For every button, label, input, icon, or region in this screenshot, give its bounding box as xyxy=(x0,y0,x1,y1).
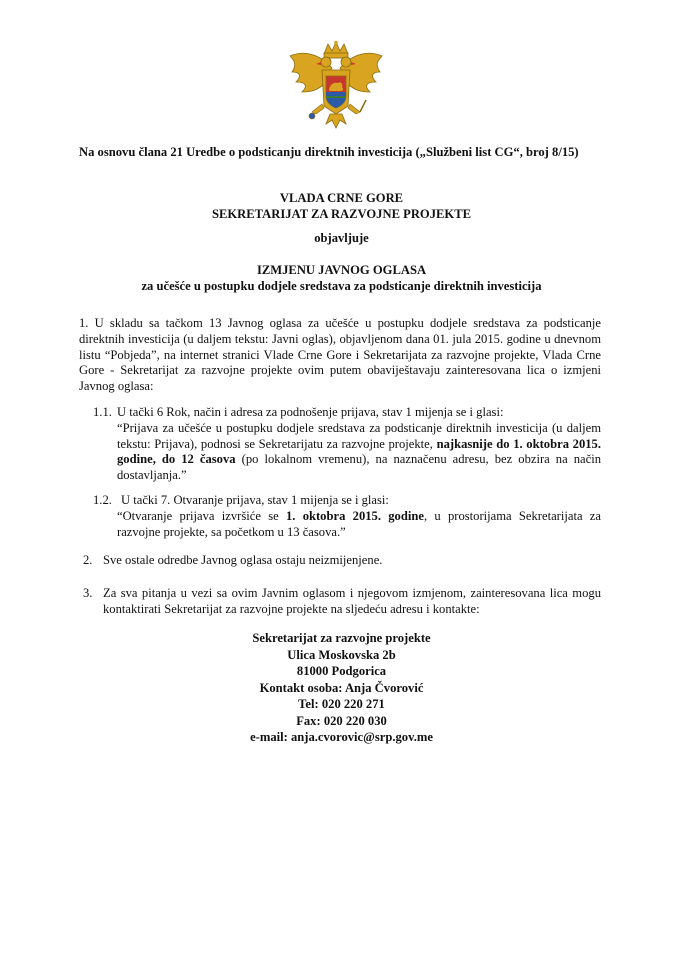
contact-block xyxy=(79,630,604,746)
item-1-1-quote xyxy=(117,421,601,484)
contact-city: 81000 Podgorica xyxy=(296,664,387,678)
item-1-1-intro: U tački 6 Rok, način i adresa za podnošenje prijava, stav 1 mijenja se i glasi: xyxy=(117,405,504,419)
paragraph-1: 1. U skladu sa tačkom 13 Javnog oglasa za učešće u postupku dodjele sredstava za podsticanje direktnih investicija (u daljem tekstu: Javni oglas), objavljenom dana 01. jula 2015. godine u dnevnom listu “Pobjeda”, na internet stranici Vlade Crne Gore i Sekretarijata za razvojne projekte, Vlada Crne Gore - Sekretarijat za razvojne projekte ovim putem obaviještavaju zainteresovana lica o izmjeni Javnog oglasa: xyxy=(79,316,601,394)
item-3-text: Za sva pitanja u vezi sa ovim Javnim oglasom i njegovom izmjenom, zainteresovana lica mogu kontaktirati Sekretarijat za razvojne projekte na sljedeću adresu i kontakte: xyxy=(103,586,601,616)
montenegro-coat-of-arms-icon xyxy=(286,40,386,138)
announces-label: objavljuje xyxy=(314,231,369,245)
item-1-2-quote-start: “Otvaranje prijava izvršiće se xyxy=(117,508,286,523)
contact-street: Ulica Moskovska 2b xyxy=(287,647,396,662)
title-line-2: za učešće u postupku dodjele sredstava za podsticanje direktnih investicija xyxy=(141,279,542,293)
contact-email-link[interactable]: e-mail: anja.cvorovic@srp.gov.me xyxy=(250,730,433,744)
item-1-1-quote-end: (po lokalnom vremenu), na naznačenu adresu, bez obzira na način dostavljanja.” xyxy=(117,452,602,483)
document-title xyxy=(79,262,604,294)
contact-fax: Fax: 020 220 030 xyxy=(296,713,387,728)
contact-organization: Sekretarijat za razvojne projekte xyxy=(252,631,431,645)
item-1-2-number: 1.2. xyxy=(93,493,112,507)
issuer-secretariat: SEKRETARIJAT ZA RAZVOJNE PROJEKTE xyxy=(211,207,472,221)
item-1-2-quote-end: , u prostorijama Sekretarijata za razvojne projekte, sa početkom u 13 časova.” xyxy=(117,508,601,539)
issuer-government: VLADA CRNE GORE xyxy=(279,191,404,205)
item-1-2-intro: U tački 7. Otvaranje prijava, stav 1 mijenja se i glasi: xyxy=(121,493,389,507)
item-3-number: 3. xyxy=(83,586,93,600)
legal-basis: Na osnovu člana 21 Uredbe o podsticanju direktnih investicija („Službeni list CG“, broj 8/15) xyxy=(79,145,579,159)
item-2-number: 2. xyxy=(83,553,93,567)
item-1-1-quote-start: “Prijava za učešće u postupku dodjele sredstava za podsticanje direktnih investicija (u daljem tekstu: Prijava), podnosi se Sekretarijatu za razvojne projekte, xyxy=(117,420,601,451)
title-line-1: IZMJENU JAVNOG OGLASA xyxy=(256,263,427,277)
contact-phone: Tel: 020 220 271 xyxy=(298,697,385,711)
item-2-text: Sve ostale odredbe Javnog oglasa ostaju neizmijenjene. xyxy=(103,553,383,567)
item-1-2-date: 1. oktobra 2015. godine xyxy=(285,508,424,523)
issuer xyxy=(79,190,604,222)
item-1-1-deadline: najkasnije do 1. oktobra 2015. godine, do 12 časova xyxy=(117,436,601,467)
item-1-1-number: 1.1. xyxy=(93,405,112,419)
contact-person: Kontakt osoba: Anja Čvorović xyxy=(259,680,424,695)
item-1-2-quote xyxy=(117,509,601,541)
